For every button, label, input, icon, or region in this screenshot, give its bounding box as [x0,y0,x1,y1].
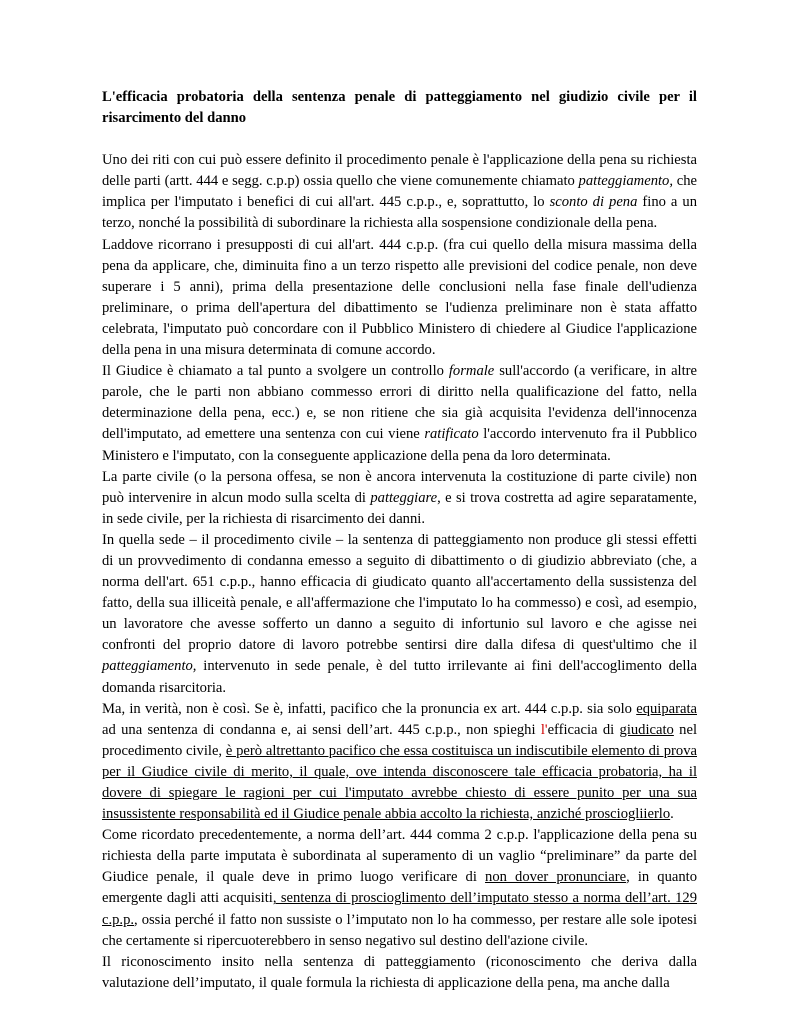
text-run: . [670,806,674,823]
paragraph [102,150,697,234]
italic-text-run: patteggiare [370,489,438,506]
underlined-text-run: è però altrettanto pacifico che essa costituisca un indiscutibile elemento di prova per il Giudice civile di merito, il quale, ove intenda disconoscere tale efficacia probatoria, ha il dovere di spiegare le ragioni per cui l'imputato avrebbe chiesto di essere punito per una sua insussistente responsabilità ed il Giudice penale abbia accolto la richiesta, anziché prosciogliierlo [102,742,697,823]
paragraph [102,825,697,952]
document-body [102,87,697,994]
text-run: La parte civile (o la persona offesa, se non è ancora intervenuta la costituzione di parte civile) non può intervenire in alcun modo sulla scelta di [102,468,697,506]
text-run: Il Giudice è chiamato a tal punto a svolgere un controllo [102,363,449,380]
text-run: , e si trova costretta ad agire separatamente, in sede civile, per la richiesta di risarcimento dei danni. [102,489,697,527]
paragraphs-container [102,150,697,994]
italic-text-run: patteggiamento, [578,173,673,190]
text-run: , ossia perché il fatto non sussiste o l’imputato non lo ha commesso, per restare alle sole ipotesi che certamente si ripercuoterebbero in senso negativo sul destino dell'azione civile. [102,911,697,949]
paragraph [102,235,697,362]
paragraph [102,467,697,530]
text-run: Come ricordato precedentemente, a norma dell’art. 444 comma 2 c.p.p. l'applicazione della pena su richiesta della parte imputata è subordinata al superamento di un vaglio “preliminare” da parte del Giudice penale, il quale deve in primo luogo verificare di [102,827,697,886]
text-run: Uno dei riti con cui può essere definito il procedimento penale è l'applicazione della pena su richiesta delle parti (artt. 444 e segg. c.p.p) ossia quello che viene comunemente chiamato [102,152,697,190]
text-run: Laddove ricorrano i presupposti di cui all'art. 444 c.p.p. (fra cui quello della misura massima della pena da applicare, che, diminuita fino a un terzo rispetto alle previsioni del codice penale, non deve superare i 5 anni), prima della presentazione delle conclusioni nella fase finale dell'udienza preliminare, o prima dell'apertura del dibattimento se l'udienza preliminare non è stata affatto celebrata, l'imputato può concordare con il Pubblico Ministero di chiedere al Giudice l'applicazione della pena in una misura determinata di comune accordo. [102,236,697,359]
text-run: nel procedimento civile, [102,721,698,759]
underlined-text-run: giudicato [619,721,674,738]
text-run: , in quanto emergente dagli atti acquisiti [102,869,698,907]
text-run: l'accordo intervenuto fra il Pubblico Ministero e l'imputato, con la conseguente applicazione della pena da loro determinata. [102,426,697,464]
document-title: L'efficacia probatoria della sentenza penale di patteggiamento nel giudizio civile per il risarcimento del danno [102,89,697,127]
text-run: Il riconoscimento insito nella sentenza di patteggiamento (riconoscimento che deriva dalla valutazione dell’imputato, il quale formula la richiesta di applicazione della pena, ma anche dalla [102,953,697,991]
paragraph [102,361,697,466]
text-run: efficacia di [547,721,620,738]
italic-text-run: patteggiamento, [102,658,197,675]
paragraph [102,952,697,994]
underlined-text-run: , sentenza di proscioglimento dell’imputato stesso a norma dell’art. 129 c.p.p. [102,890,697,928]
text-run: sull'accordo (a verificare, in altre parole, che le parti non abbiano commesso errori di diritto nella qualificazione del fatto, nella determinazione della pena, ecc.) e, se non ritiene che sia già acquisita l'evidenza dell'innocenza dell'imputato, ad emettere una sentenza con cui viene [102,363,698,443]
underlined-text-run: non dover pronunciare [485,869,627,886]
underlined-text-run: equiparata [636,700,697,717]
italic-text-run: sconto di pena [549,194,638,211]
text-run: intervenuto in sede penale, è del tutto irrilevante ai fini dell'accoglimento della domanda risarcitoria. [102,658,697,696]
text-run: Ma, in verità, non è così. Se è, infatti, pacifico che la pronuncia ex art. 444 c.p.p. sia solo [102,700,637,717]
text-run: ad una sentenza di condanna e, ai sensi dell’art. 445 c.p.p., non spieghi [102,721,541,738]
italic-text-run: formale [448,363,495,380]
red-text-run: l' [540,721,548,738]
italic-text-run: ratificato [424,426,479,443]
paragraph [102,530,697,699]
text-run: che implica per l'imputato i benefici di cui all'art. 445 c.p.p., e, soprattutto, lo [102,173,697,211]
text-run: fino a un terzo, nonché la possibilità di subordinare la richiesta alla sospensione condizionale della pena. [102,194,697,232]
paragraph [102,699,697,826]
text-run: In quella sede – il procedimento civile – la sentenza di patteggiamento non produce gli stessi effetti di un provvedimento di condanna emesso a seguito di dibattimento o di giudizio abbreviato (che, a norma dell'art. 651 c.p.p., hanno efficacia di giudicato quanto all'accertamento della sussistenza del fatto, della sua illiceità penale, e all'affermazione che l'imputato lo ha commesso) e così, ad esempio, un lavoratore che avesse sofferto un danno a seguito di infortunio sul lavoro e che agisse nei confronti del proprio datore di lavoro potrebbe sentirsi dire dalla difesa di quest'ultimo che il [102,531,697,654]
